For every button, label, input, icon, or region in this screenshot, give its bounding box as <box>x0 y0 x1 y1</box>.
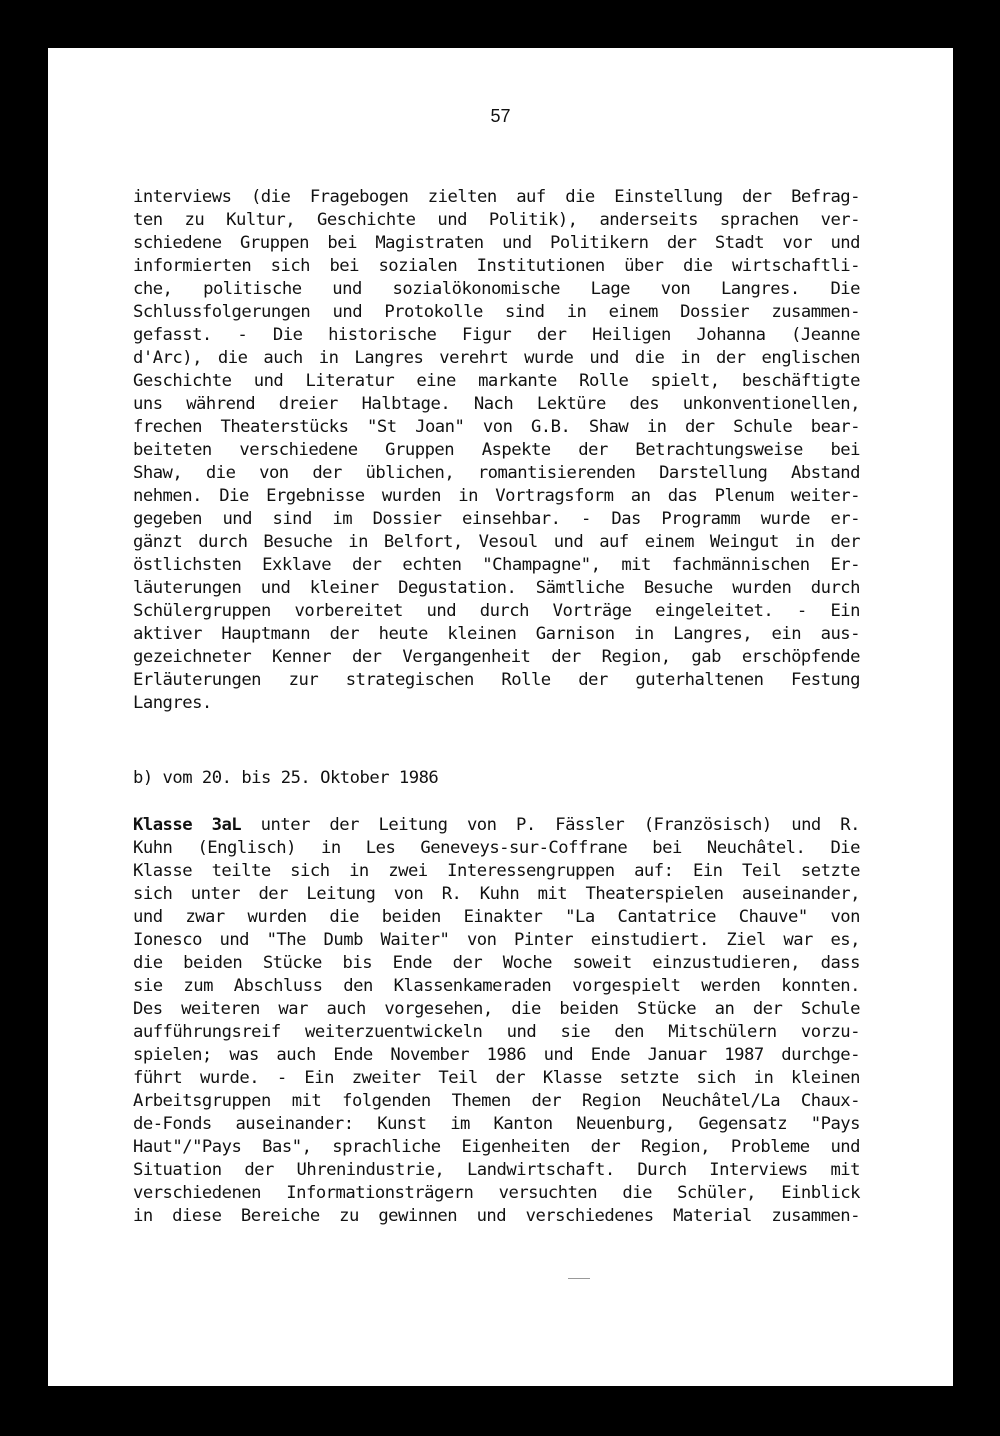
text-line: Schlussfolgerungen und Protokolle sind in einem Dossier zusammen- <box>133 302 860 322</box>
text-line: und zwar wurden die beiden Einakter "La Cantatrice Chauve" von <box>133 907 860 927</box>
text-line: Situation der Uhrenindustrie, Landwirtschaft. Durch Interviews mit <box>133 1160 860 1180</box>
class-name-bold: Klasse 3aL <box>133 815 242 835</box>
text-line-first <box>133 814 860 837</box>
text-line: schiedene Gruppen bei Magistraten und Politikern der Stadt vor und <box>133 233 860 253</box>
page-number: 57 <box>490 106 511 126</box>
paragraph-langres <box>133 186 860 715</box>
text-line: nehmen. Die Ergebnisse wurden in Vortragsform an das Plenum weiter- <box>133 486 860 506</box>
text-line: interviews (die Fragebogen zielten auf die Einstellung der Befrag- <box>133 187 860 207</box>
text-line: beiteten verschiedene Gruppen Aspekte der Betrachtungsweise bei <box>133 440 860 460</box>
text-line: che, politische und sozialökonomische Lage von Langres. Die <box>133 279 860 299</box>
text-line: Arbeitsgruppen mit folgenden Themen der Region Neuchâtel/La Chaux- <box>133 1091 860 1111</box>
text-line: Kuhn (Englisch) in Les Geneveys-sur-Coffrane bei Neuchâtel. Die <box>133 838 860 858</box>
text-line: Geschichte und Literatur eine markante Rolle spielt, beschäftigte <box>133 371 860 391</box>
text-line: spielen; was auch Ende November 1986 und Ende Januar 1987 durchge- <box>133 1045 860 1065</box>
text-line: ten zu Kultur, Geschichte und Politik), anderseits sprachen ver- <box>133 210 860 230</box>
scan-artifact-mark <box>568 1278 590 1279</box>
text-line: Ionesco und "The Dumb Waiter" von Pinter einstudiert. Ziel war es, <box>133 930 860 950</box>
text-line: die beiden Stücke bis Ende der Woche soweit einzustudieren, dass <box>133 953 860 973</box>
paragraph-klasse-3al <box>133 814 860 1228</box>
text-line: gegeben und sind im Dossier einsehbar. - Das Programm wurde er- <box>133 509 860 529</box>
text-line: informierten sich bei sozialen Institutionen über die wirtschaftli- <box>133 256 860 276</box>
section-heading-text: b) vom 20. bis 25. Oktober 1986 <box>133 768 439 788</box>
text-line: Shaw, die von der üblichen, romantisierenden Darstellung Abstand <box>133 463 860 483</box>
text-line: uns während dreier Halbtage. Nach Lektüre des unkonventionellen, <box>133 394 860 414</box>
text-line: gefasst. - Die historische Figur der Heiligen Johanna (Jeanne <box>133 325 860 345</box>
text-line: Schülergruppen vorbereitet und durch Vorträge eingeleitet. - Ein <box>133 601 860 621</box>
text-line: Klasse teilte sich in zwei Interessengruppen auf: Ein Teil setzte <box>133 861 860 881</box>
text-line: Langres. <box>133 693 212 713</box>
text-line: Erläuterungen zur strategischen Rolle der guterhaltenen Festung <box>133 670 860 690</box>
text-line: aufführungsreif weiterzuentwickeln und sie den Mitschülern vorzu- <box>133 1022 860 1042</box>
text-line: sie zum Abschluss den Klassenkameraden vorgespielt werden konnten. <box>133 976 860 996</box>
text-line: verschiedenen Informationsträgern versuchten die Schüler, Einblick <box>133 1183 860 1203</box>
text-line: Haut"/"Pays Bas", sprachliche Eigenheiten der Region, Probleme und <box>133 1137 860 1157</box>
text-line: de-Fonds auseinander: Kunst im Kanton Neuenburg, Gegensatz "Pays <box>133 1114 860 1134</box>
text-line: gänzt durch Besuche in Belfort, Vesoul und auf einem Weingut in der <box>133 532 860 552</box>
text-line: sich unter der Leitung von R. Kuhn mit Theaterspielen auseinander, <box>133 884 860 904</box>
text-line: läuterungen und kleiner Degustation. Sämtliche Besuche wurden durch <box>133 578 860 598</box>
section-b-heading <box>133 767 860 790</box>
text-line: gezeichneter Kenner der Vergangenheit der Region, gab erschöpfende <box>133 647 860 667</box>
text-line: führt wurde. - Ein zweiter Teil der Klasse setzte sich in kleinen <box>133 1068 860 1088</box>
text-line: Des weiteren war auch vorgesehen, die beiden Stücke an der Schule <box>133 999 860 1019</box>
text-line: östlichsten Exklave der echten "Champagne", mit fachmännischen Er- <box>133 555 860 575</box>
first-line-rest: unter der Leitung von P. Fässler (Französisch) und R. <box>241 815 860 835</box>
text-line: aktiver Hauptmann der heute kleinen Garnison in Langres, ein aus- <box>133 624 860 644</box>
document-page <box>48 48 953 1386</box>
text-line: frechen Theaterstücks "St Joan" von G.B. Shaw in der Schule bear- <box>133 417 860 437</box>
text-line: in diese Bereiche zu gewinnen und verschiedenes Material zusammen- <box>133 1206 860 1226</box>
text-line: d'Arc), die auch in Langres verehrt wurde und die in der englischen <box>133 348 860 368</box>
